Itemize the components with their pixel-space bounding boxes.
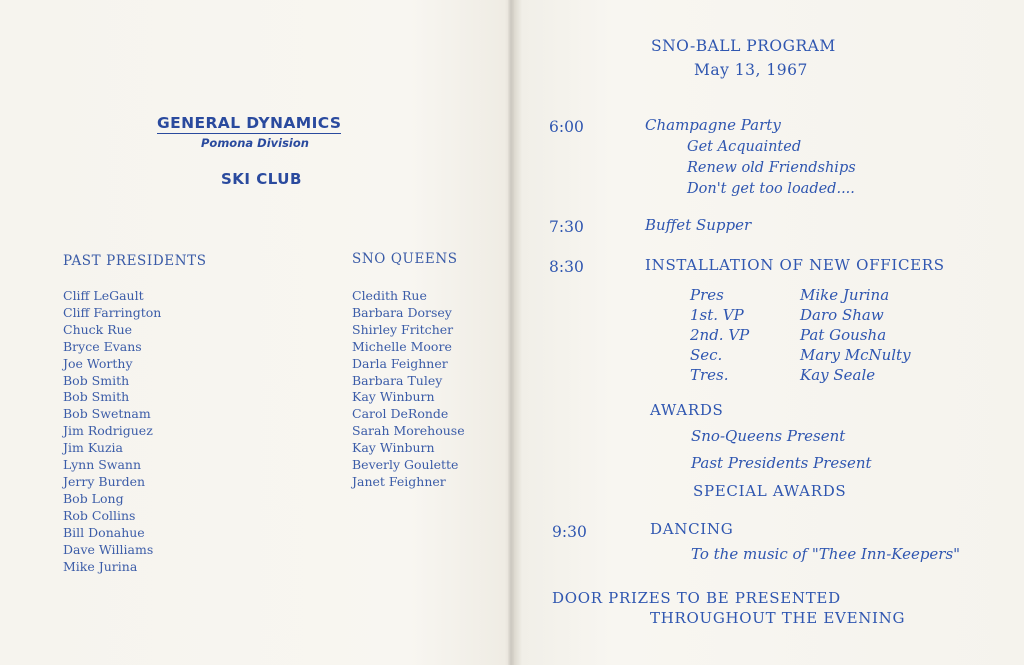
schedule-event: INSTALLATION OF NEW OFFICERS <box>645 256 945 274</box>
list-item: Kay Winburn <box>352 389 435 405</box>
officer-name: Daro Shaw <box>800 306 884 324</box>
schedule-event: DANCING <box>650 520 734 538</box>
detail-line: Get Acquainted <box>687 139 802 155</box>
company-logo: GENERAL DYNAMICS <box>157 114 342 132</box>
past-presidents-list <box>63 288 161 575</box>
list-item: Shirley Fritcher <box>352 321 454 337</box>
list-item: Rob Collins <box>63 507 136 523</box>
list-item: Bob Smith <box>63 389 130 405</box>
officers-list <box>690 285 911 385</box>
schedule-time: 8:30 <box>549 258 584 276</box>
officer-title: 2nd. VP <box>690 326 750 344</box>
schedule-time: 6:00 <box>549 118 584 136</box>
award-item: Sno-Queens Present <box>691 427 846 445</box>
list-item: Barbara Dorsey <box>352 304 452 320</box>
schedule-event: Buffet Supper <box>645 216 752 234</box>
list-item: Jim Rodriguez <box>63 423 153 439</box>
sno-queens-list <box>352 288 465 491</box>
schedule-time: 7:30 <box>549 218 584 236</box>
list-item: Jim Kuzia <box>63 440 123 456</box>
list-item: Joe Worthy <box>63 355 133 371</box>
list-item: Lynn Swann <box>63 457 142 473</box>
list-item: Barbara Tuley <box>352 372 443 388</box>
list-item: Janet Feighner <box>352 473 446 489</box>
officer-name: Mary McNulty <box>800 346 911 364</box>
page-fold <box>508 0 514 665</box>
list-item: Carol DeRonde <box>352 406 449 422</box>
past-presidents-heading: PAST PRESIDENTS <box>63 253 207 269</box>
list-item: Bob Swetnam <box>63 406 151 422</box>
list-item: Bill Donahue <box>63 524 145 540</box>
detail-line: Renew old Friendships <box>687 160 856 176</box>
list-item: Beverly Goulette <box>352 457 459 473</box>
schedule-event: Champagne Party <box>645 116 781 134</box>
program-date: May 13, 1967 <box>694 61 808 79</box>
award-item: SPECIAL AWARDS <box>693 482 847 500</box>
closing-line: THROUGHOUT THE EVENING <box>650 609 906 627</box>
officer-title: Pres <box>690 286 724 304</box>
list-item: Jerry Burden <box>63 473 146 489</box>
list-item: Darla Feighner <box>352 355 448 371</box>
detail-line: Don't get too loaded.... <box>687 181 855 197</box>
list-item: Kay Winburn <box>352 440 435 456</box>
awards-heading: AWARDS <box>650 401 724 419</box>
list-item: Bob Long <box>63 490 124 506</box>
club-name: SKI CLUB <box>221 170 302 188</box>
list-item: Cledith Rue <box>352 288 427 303</box>
list-item: Cliff LeGault <box>63 288 144 303</box>
closing-line: DOOR PRIZES TO BE PRESENTED <box>552 589 841 607</box>
officer-title: Sec. <box>690 346 723 364</box>
officer-name: Pat Gousha <box>800 326 887 344</box>
list-item: Bryce Evans <box>63 338 142 354</box>
list-item: Michelle Moore <box>352 338 452 354</box>
list-item: Cliff Farrington <box>63 304 162 320</box>
schedule-details <box>687 137 856 200</box>
division-name: Pomona Division <box>201 136 309 150</box>
officer-title: 1st. VP <box>690 306 744 324</box>
officer-name: Mike Jurina <box>800 286 890 304</box>
list-item: Sarah Morehouse <box>352 423 465 439</box>
schedule-details: To the music of "Thee Inn-Keepers" <box>691 545 961 563</box>
officer-title: Tres. <box>690 366 729 384</box>
program-title: SNO-BALL PROGRAM <box>651 37 836 55</box>
list-item: Mike Jurina <box>63 558 138 574</box>
award-item: Past Presidents Present <box>691 454 872 472</box>
schedule-time: 9:30 <box>552 523 587 541</box>
sno-queens-heading: SNO QUEENS <box>352 251 458 267</box>
list-item: Bob Smith <box>63 372 130 388</box>
officer-name: Kay Seale <box>800 366 876 384</box>
list-item: Chuck Rue <box>63 321 133 337</box>
list-item: Dave Williams <box>63 541 154 557</box>
